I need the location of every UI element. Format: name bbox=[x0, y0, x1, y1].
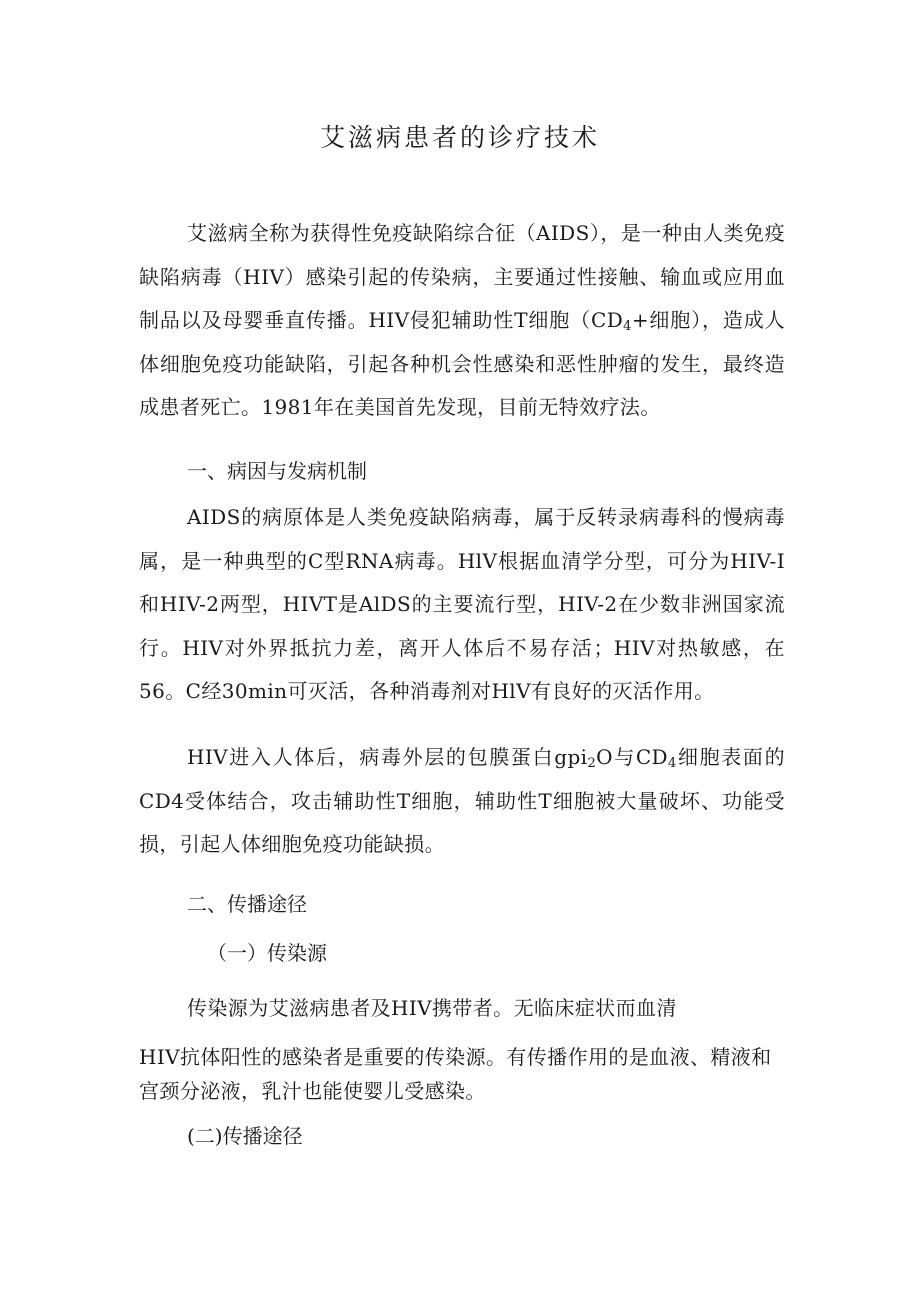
document-title: 艾滋病患者的诊疗技术 bbox=[319, 123, 600, 152]
pathogenesis-paragraph bbox=[139, 736, 785, 867]
pathogenesis-text-1: HIV进入人体后，病毒外层的包膜蛋白gpi bbox=[187, 745, 588, 769]
gp-subscript: 2 bbox=[587, 756, 597, 771]
subsection-heading-routes: (二)传播途径 bbox=[187, 1124, 303, 1148]
subsection-heading-source: （一）传染源 bbox=[207, 941, 327, 965]
etiology-paragraph: AIDS的病原体是人类免疫缺陷病毒，属于反转录病毒科的慢病毒属，是一种典型的C型RNA病毒。HlV根据血清学分型，可分为HIV-I和HIV-2两型，HIVT是AlDS的主要流行型，HIV-2在少数非洲国家流行。HIV对外界抵抗力差，离开人体后不易存活；HIV对热敏感，在56。C经30min可灭活，各种消毒剂对HlV有良好的灭活作用。 bbox=[139, 505, 785, 703]
intro-text-2: +细胞），造成人体细胞免疫功能缺陷，引起各种机会性感染和恶性肿瘤的发生，最终造成患者死亡。1981年在美国首先发现，目前无特效疗法。 bbox=[139, 308, 785, 419]
section-heading-etiology: 一、病因与发病机制 bbox=[187, 459, 367, 483]
intro-text-1: 艾滋病全称为获得性免疫缺陷综合征（AIDS），是一种由人类免疫缺陷病毒（HIV）感染引起的传染病，主要通过性接触、输血或应用血制品以及母婴垂直传播。HIV侵犯辅助性T细胞（CD bbox=[139, 221, 785, 332]
section-heading-transmission: 二、传播途径 bbox=[187, 892, 307, 916]
pathogenesis-text-2: O与CD bbox=[596, 745, 668, 769]
source-paragraph-rest: HIV抗体阳性的感染者是重要的传染源。有传播作用的是血液、精液和宫颈分泌液，乳汁也能使婴儿受感染。 bbox=[139, 1045, 772, 1103]
source-paragraph-line1: 传染源为艾滋病患者及HIV携带者。无临床症状而血清 bbox=[187, 996, 677, 1020]
intro-paragraph bbox=[139, 212, 785, 430]
pathogenesis-text-3: 细胞表面的CD4受体结合，攻击辅助性T细胞，辅助性T细胞被大量破坏、功能受损，引起人体细胞免疫功能缺损。 bbox=[139, 745, 786, 856]
cd4-subscript: 4 bbox=[623, 319, 632, 334]
cd4-subscript-2: 4 bbox=[668, 756, 677, 771]
